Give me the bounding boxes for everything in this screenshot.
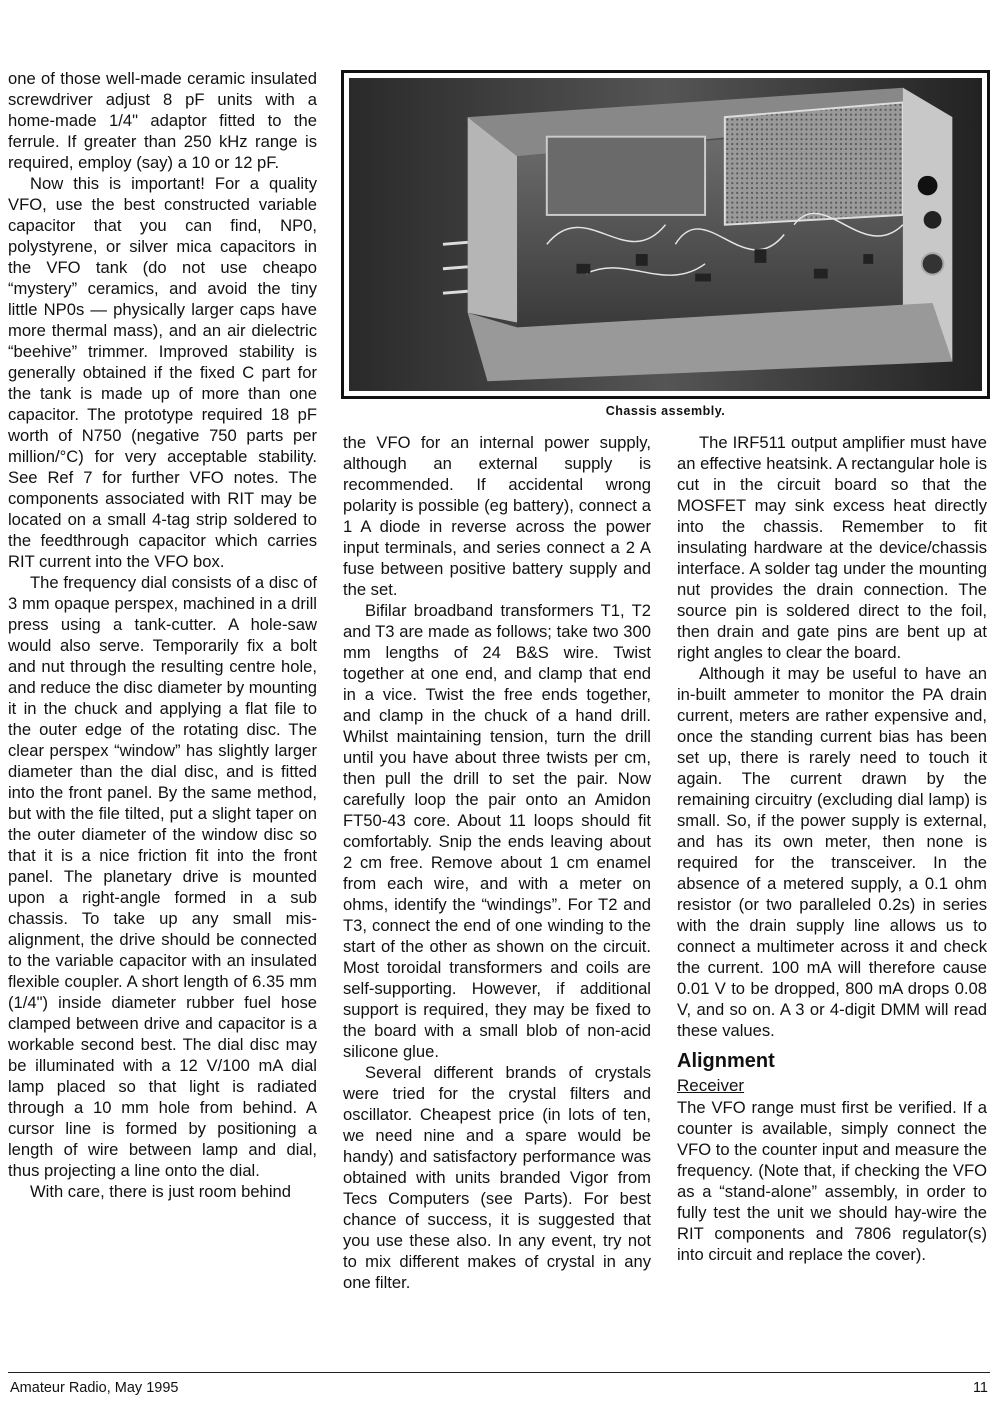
photo-caption: Chassis assembly. [605, 404, 726, 418]
middle-paragraph-3: Several different brands of crystals were tried for the crystal filters and oscillator. Cheapest price (in lots of ten, we need nine and a spare would be handy) and satisfactory performance was obtained with units branded Vigor from Tecs Computers (see Parts). For best chance of success, it is suggested that you use these also. In any event, try not to mix different makes of crystal in any one filter. [343, 1063, 651, 1292]
receiver-paragraph: The VFO range must first be verified. If a counter is available, simply connect the VFO to the counter input and measure the frequency. (Note that, if checking the VFO as a “stand-alone” assembly, in order to fully test the unit we should hay-wire the RIT components and 7806 regulator(s) into circuit and replace the cover). [677, 1098, 987, 1264]
footer-page-number: 11 [972, 1380, 988, 1396]
receiver-subheading: Receiver [677, 1076, 745, 1095]
left-paragraph-4: With care, there is just room behind [30, 1182, 292, 1201]
footer-publication: Amateur Radio, May 1995 [10, 1380, 179, 1396]
left-paragraph-1: one of those well-made ceramic insulated screwdriver adjust 8 pF units with a home-made 1/4" adaptor fitted to the ferrule. If greater than 250 kHz range is required, employ (say) a 10 or 12 pF. [8, 69, 317, 172]
right-paragraph-1: The IRF511 output amplifier must have an effective heatsink. A rectangular hole is cut in the circuit board so that the MOSFET may sink excess heat directly into the chassis. Remember to fit insulating hardware at the device/chassis interface. A solder tag under the mounting nut provides the drain connection. The source pin is soldered direct to the foil, then drain and gate pins are bent up at right angles to clear the board. [677, 433, 987, 662]
middle-paragraph-2: Bifilar broadband transformers T1, T2 and T3 are made as follows; take two 300 mm lengths of 24 B&S wire. Twist together at one end, and clamp that end in a vice. Twist the free ends together, and clamp in the chuck of a hand drill. Whilst maintaining tension, turn the drill until you have about three twists per cm, then pull the drill to set the pair. Now carefully loop the pair onto an Amidon FT50-43 core. About 11 loops should fit comfortably. Snip the ends leaving about 2 cm free. Remove about 1 cm enamel from each wire, and with a meter on ohms, identify the “windings”. For T2 and T3, connect the end of one winding to the start of the other as shown on the circuit. Most toroidal transformers and coils are self-supporting. However, if additional support is required, they may be fixed to the board with a small blob of non-acid silicone glue. [343, 601, 651, 1061]
left-paragraph-2: Now this is important! For a quality VFO, use the best constructed variable capacitor that you can find, NP0, polystyrene, or silver mica capacitors in the VFO tank (do not use cheapo “mystery” ceramics, and avoid the tiny little NP0s — physically larger caps have more thermal mass), and an air dielectric “beehive” trimmer. Improved stability is generally obtained if the fixed C part for the tank is made up of more than one capacitor. The prototype required 18 pF worth of N750 (negative 750 parts per million/°C) for very acceptable stability. See Ref 7 for further VFO notes. The components associated with RIT may be located on a small 4-tag strip soldered to the feedthrough capacitor which carries RIT current into the VFO box. [8, 174, 317, 571]
left-paragraph-3: The frequency dial consists of a disc of 3 mm opaque perspex, machined in a drill press using a tank-cutter. A hole-saw would also serve. Temporarily fix a bolt and nut through the resulting centre hole, and reduce the disc diameter by mounting it in the chuck and applying a flat file to the outer edge of the rotating disc. The clear perspex “window” has slightly larger diameter than the dial disc, and is fitted into the front panel. By the same method, but with the file tilted, put a slight taper on the outer diameter of the window disc so that it is a nice friction fit into the front panel. The planetary drive is mounted upon a right-angle formed in a sub chassis. To take up any small mis-alignment, the drive should be connected to the variable capacitor with an insulated flexible coupler. A short length of 6.35 mm (1/4") inside diameter rubber fuel hose clamped between drive and capacitor is a workable second best. The dial disc may be illuminated with a 12 V/100 mA dial lamp placed so that light is radiated through a 10 mm hole from behind. A cursor line is formed by positioning a length of wire between lamp and dial, thus projecting a line onto the dial. [8, 573, 318, 1180]
footer-rule [8, 1372, 990, 1373]
right-text-column [677, 432, 987, 1265]
left-text-column [8, 68, 317, 1202]
right-paragraph-2: Although it may be useful to have an in-built ammeter to monitor the PA drain current, meters are rather expensive and, once the standing current bias has been set up, there is rarely need to touch it again. The current drawn by the remaining circuitry (excluding dial lamp) is small. So, if the power supply is external, and has its own meter, then none is required for the transceiver. In the absence of a metered supply, a 0.1 ohm resistor (or two paralleled 0.2s) in series with the drain supply line allows us to connect a multimeter across it and check the current. 100 mA will therefore cause 0.01 V to be dropped, 800 mA drops 0.08 V, and so on. A 3 or 4-digit DMM will read these values. [677, 664, 987, 1040]
chassis-photo-frame [341, 70, 990, 399]
alignment-heading: Alignment [677, 1050, 775, 1072]
middle-paragraph-1: the VFO for an internal power supply, although an external supply is recommended. If accidental wrong polarity is possible (eg battery), connect a 1 A diode in reverse across the power input terminals, and series connect a 2 A fuse between positive battery supply and the set. [343, 433, 651, 599]
middle-text-column [343, 432, 651, 1293]
chassis-assembly-photo [349, 78, 982, 391]
